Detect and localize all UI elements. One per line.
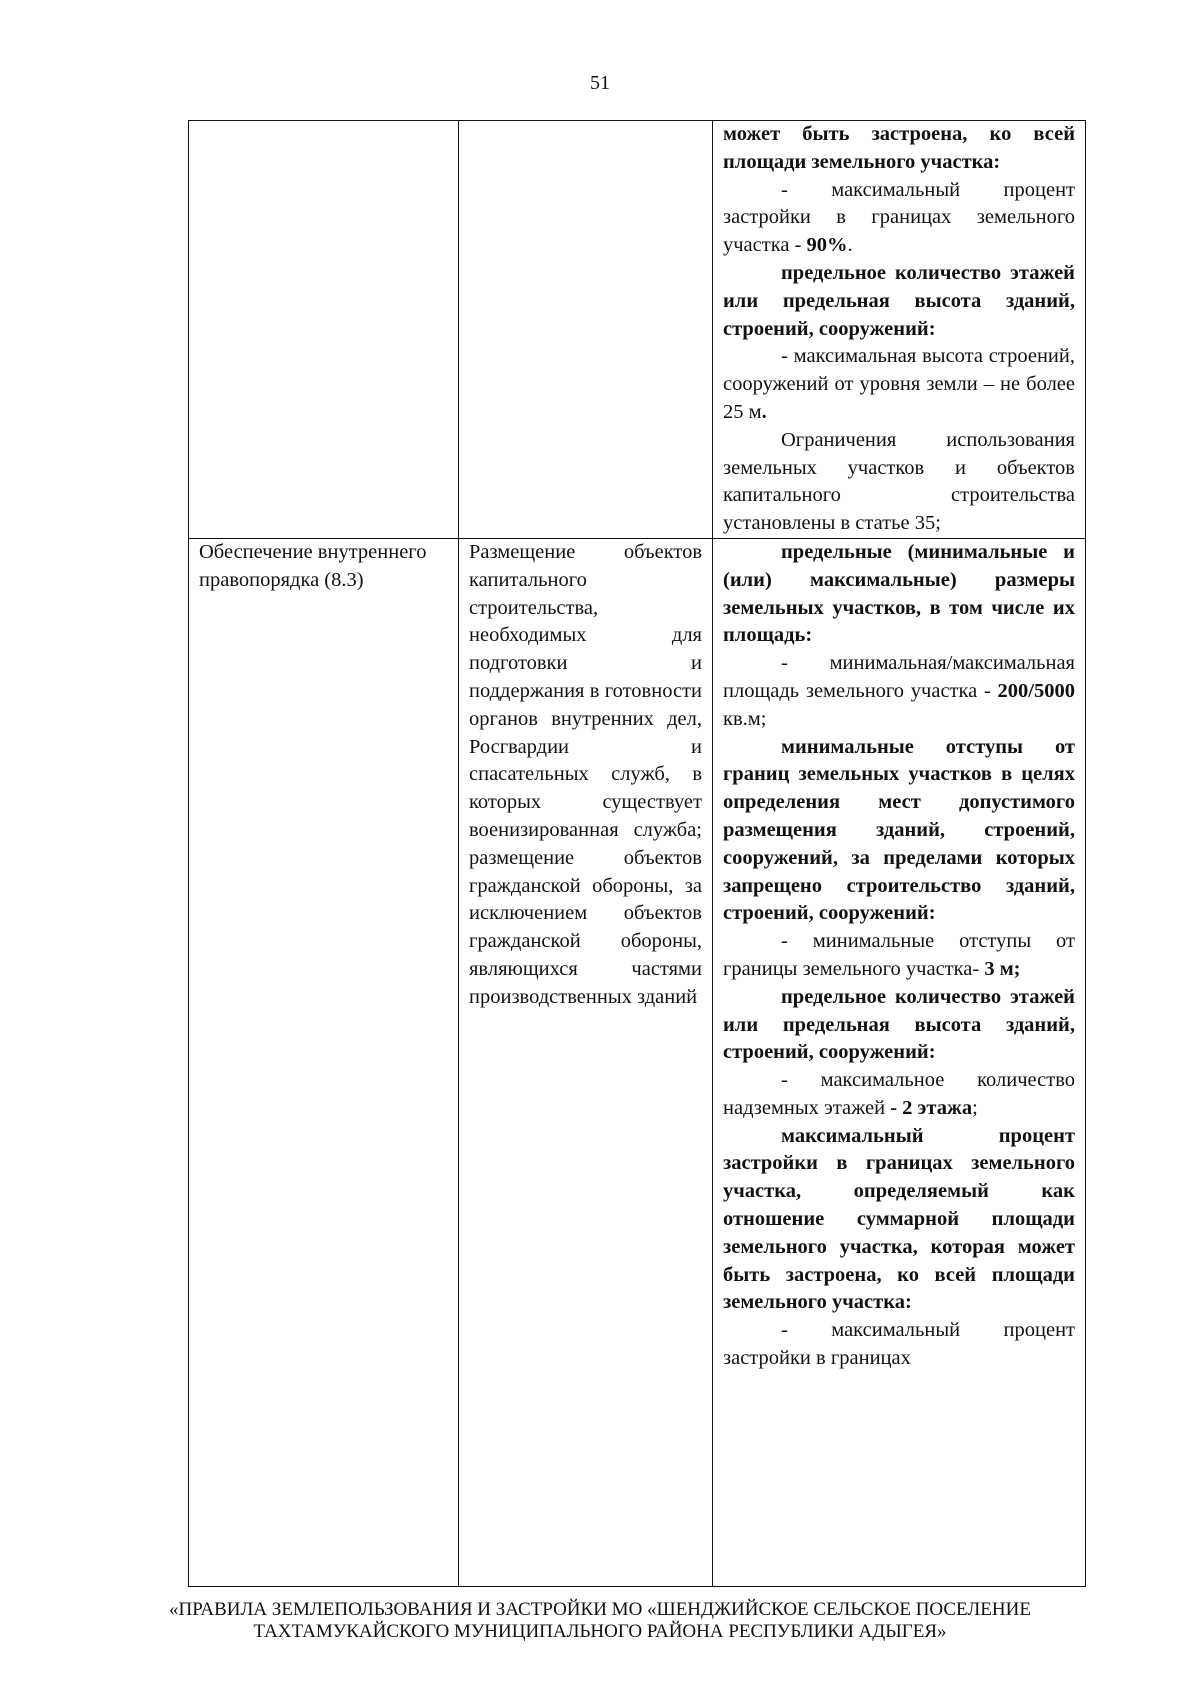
parameter-value: 90% xyxy=(806,234,848,257)
row1-use-type-cell xyxy=(189,121,459,539)
use-type-name: Обеспечение внутреннего правопорядка (8.3) xyxy=(199,540,427,591)
parameter-text: - максимальное количество надземных этажей xyxy=(723,1069,1075,1119)
parameter-paragraph xyxy=(723,427,1075,538)
page-number: 51 xyxy=(590,72,610,94)
parameter-paragraph xyxy=(723,260,1075,343)
footer-line-1: «ПРАВИЛА ЗЕМЛЕПОЛЬЗОВАНИЯ И ЗАСТРОЙКИ МО «ШЕНДЖИЙСКОЕ СЕЛЬСКОЕ ПОСЕЛЕНИЕ xyxy=(169,1599,1031,1620)
parameter-paragraph xyxy=(723,734,1075,929)
row1-description-cell xyxy=(459,121,713,539)
parameter-text: - минимальная/максимальная площадь земельного участка - xyxy=(723,652,1075,702)
parameter-value: - 2 этажа xyxy=(890,1096,973,1119)
parameter-text: может быть застроена, ко всей площади земельного участка: xyxy=(723,123,1075,173)
document-footer xyxy=(0,1599,1200,1643)
land-use-rules-table xyxy=(188,120,1086,1587)
parameter-text: максимальный процент застройки в границах земельного участка, определяемый как отношение суммарной площади земельного участка, которая может быть застроена, ко всей площади земельного участка: xyxy=(723,1124,1075,1314)
parameter-value: 200/5000 xyxy=(997,679,1075,702)
parameter-suffix: ; xyxy=(972,1096,978,1119)
parameter-text: Ограничения использования земельных участков и объектов капитального строительства установлены в статье 35; xyxy=(723,428,1075,535)
row2-description-cell xyxy=(459,538,713,1586)
parameter-paragraph xyxy=(723,539,1075,650)
row2-parameters-cell xyxy=(713,538,1086,1586)
parameter-paragraph xyxy=(723,984,1075,1067)
footer-line-2: ТАХТАМУКАЙСКОГО МУНИЦИПАЛЬНОГО РАЙОНА РЕСПУБЛИКИ АДЫГЕЯ» xyxy=(253,1621,947,1642)
parameter-suffix: . xyxy=(847,234,853,257)
parameter-value: 3 м; xyxy=(984,957,1021,980)
row2-use-type-cell xyxy=(189,538,459,1586)
parameter-paragraph xyxy=(723,343,1075,426)
row1-parameters-cell xyxy=(713,121,1086,539)
parameter-text: предельное количество этажей или предельная высота зданий, строений, сооружений: xyxy=(723,985,1075,1064)
parameter-paragraph xyxy=(723,1123,1075,1318)
parameter-text: предельные (минимальные и (или) максимальные) размеры земельных участков, в том числе их площадь: xyxy=(723,540,1075,647)
parameter-paragraph xyxy=(723,1317,1075,1373)
parameter-text: - минимальные отступы от границы земельного участка- xyxy=(723,930,1075,980)
row1-parameters xyxy=(723,121,1075,538)
parameter-paragraph xyxy=(723,928,1075,984)
parameter-paragraph xyxy=(723,121,1075,177)
table-row xyxy=(189,538,1086,1586)
parameter-text: минимальные отступы от границ земельных участков в целях определения мест допустимого размещения зданий, строений, сооружений, за пределами которых запрещено строительство зданий, строений, сооружений: xyxy=(723,735,1075,925)
parameter-paragraph xyxy=(723,1067,1075,1123)
parameter-text: - максимальный процент застройки в границах земельного участка - xyxy=(723,178,1075,257)
parameter-paragraph xyxy=(723,177,1075,260)
parameter-value: . xyxy=(761,400,767,423)
parameter-text: - максимальная высота строений, сооружений от уровня земли – не более 25 м xyxy=(723,345,1075,423)
table-row xyxy=(189,121,1086,539)
row2-parameters xyxy=(723,539,1075,1373)
parameter-text: предельное количество этажей или предельная высота зданий, строений, сооружений: xyxy=(723,261,1075,340)
parameter-paragraph xyxy=(723,650,1075,733)
use-type-description: Размещение объектов капитального строительства, необходимых для подготовки и поддержания в готовности органов внутренних дел, Росгвардии и спасательных служб, в которых существует военизированная служба; размещение объектов гражданской обороны, за исключением объектов гражданской обороны, являющихся частями производственных зданий xyxy=(469,540,702,1008)
parameter-text: - максимальный процент застройки в границах xyxy=(723,1319,1075,1370)
parameter-suffix: кв.м; xyxy=(723,707,767,730)
